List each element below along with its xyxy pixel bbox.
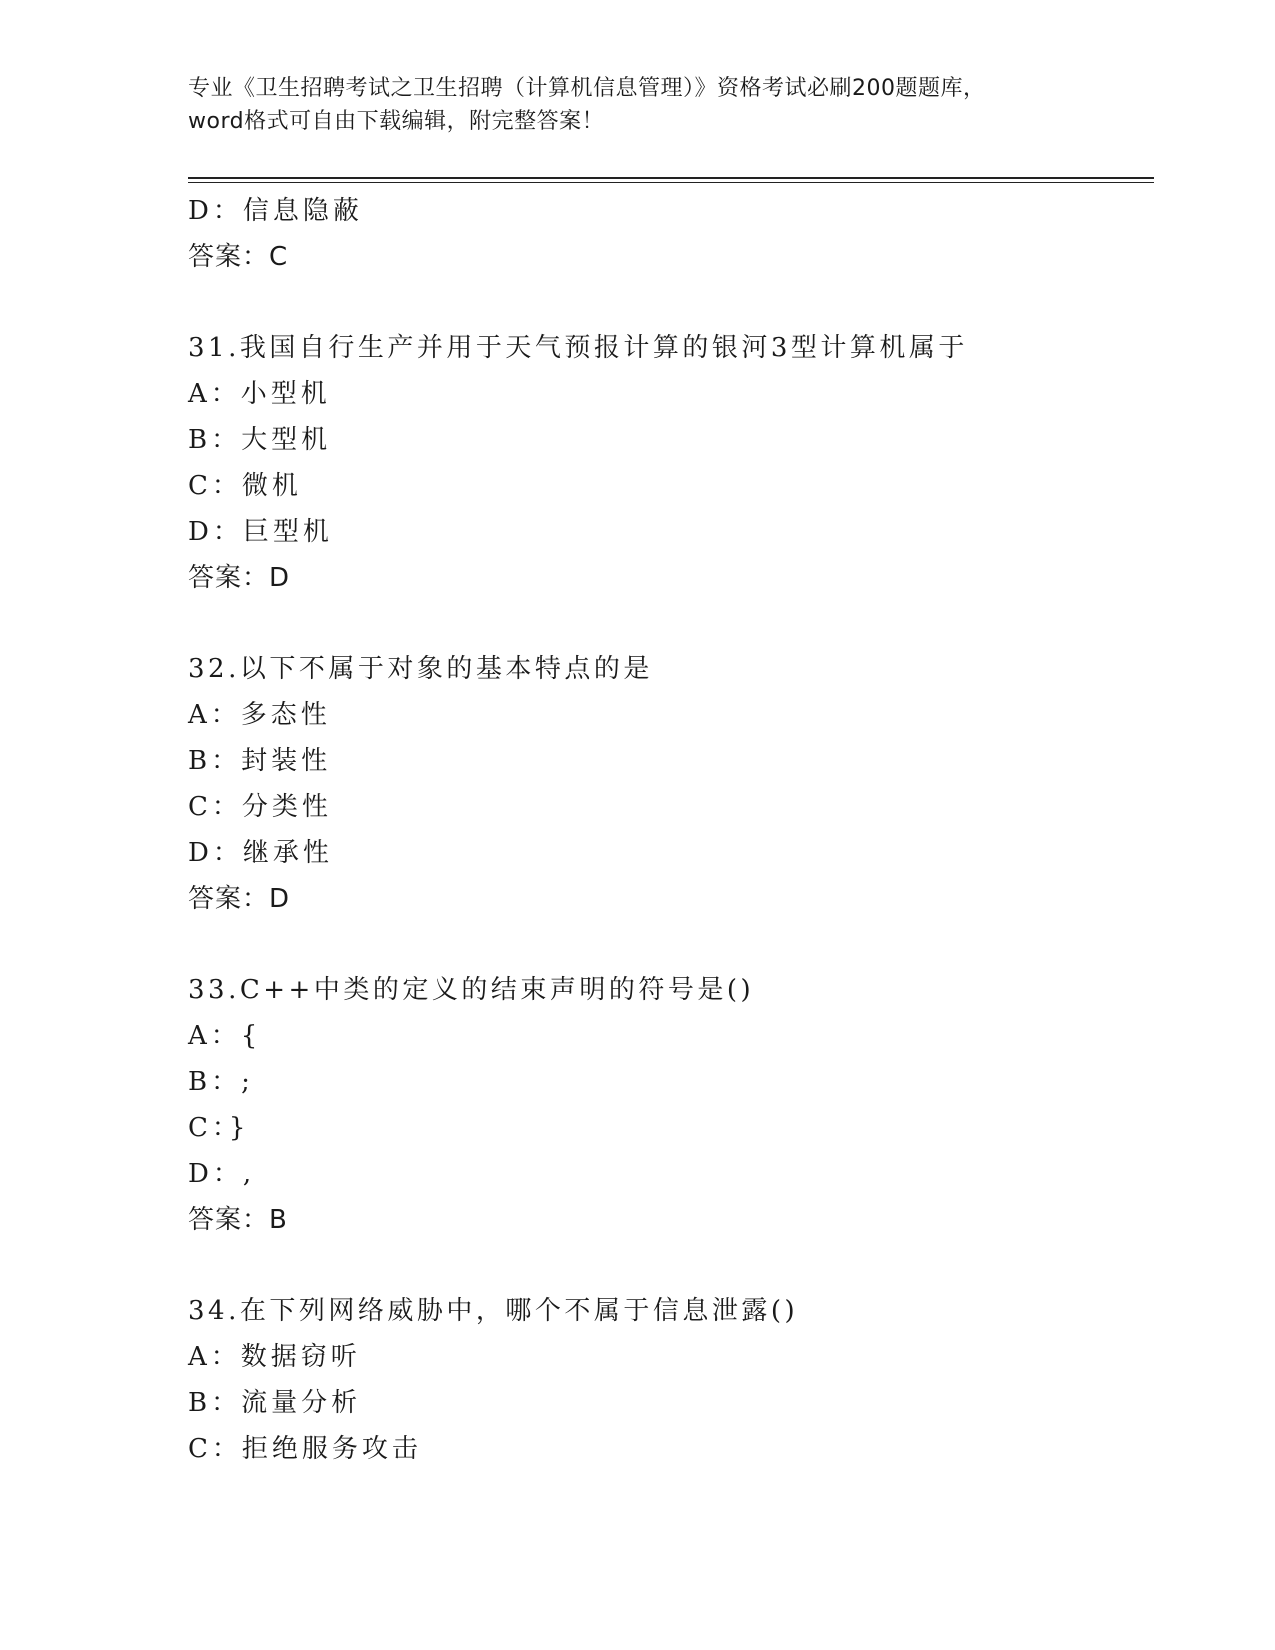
- question-stem: 32.以下不属于对象的基本特点的是: [188, 654, 653, 684]
- question-gap: [188, 1243, 1154, 1288]
- option-b: B：大型机: [188, 425, 332, 455]
- option-a: A：数据窃听: [188, 1342, 361, 1372]
- option-a: A：多态性: [188, 700, 331, 730]
- answer-line: 答案：B: [188, 1205, 288, 1235]
- question-stem: 33.C++中类的定义的结束声明的符号是(): [188, 975, 755, 1005]
- option-a: A：小型机: [188, 379, 331, 409]
- header-line-1: 专业《卫生招聘考试之卫生招聘（计算机信息管理）》资格考试必刷200题题库，: [188, 76, 986, 101]
- option-b: B：封装性: [188, 746, 332, 776]
- question-gap: [188, 922, 1154, 967]
- option-a: A：{: [188, 1021, 262, 1051]
- previous-question-tail: [188, 188, 1154, 280]
- option-b: B：;: [188, 1067, 254, 1097]
- header-rule: [188, 177, 1154, 179]
- option-d: D：继承性: [188, 838, 333, 868]
- question-stem: 31.我国自行生产并用于天气预报计算的银河3型计算机属于: [188, 333, 968, 363]
- option-d: D：信息隐蔽: [188, 196, 363, 226]
- answer-line: 答案：D: [188, 884, 291, 914]
- option-c: C：}: [188, 1113, 250, 1143]
- option-d: D：,: [188, 1159, 256, 1189]
- option-c: C：微机: [188, 471, 302, 501]
- option-b: B：流量分析: [188, 1388, 362, 1418]
- header-rule-thin: [188, 182, 1154, 183]
- page-header: [188, 72, 1088, 138]
- question-stem: 34.在下列网络威胁中，哪个不属于信息泄露(): [188, 1296, 799, 1326]
- option-c: C：拒绝服务攻击: [188, 1434, 422, 1464]
- header-line-2: word格式可自由下载编辑，附完整答案！: [188, 109, 605, 134]
- question-33: [188, 967, 1154, 1243]
- option-c: C：分类性: [188, 792, 332, 822]
- option-d: D：巨型机: [188, 517, 333, 547]
- question-gap: [188, 280, 1154, 325]
- answer-line: 答案：D: [188, 563, 291, 593]
- question-34: [188, 1288, 1154, 1472]
- answer-line: 答案：C: [188, 242, 289, 272]
- question-gap: [188, 601, 1154, 646]
- question-content: [188, 188, 1154, 1472]
- question-31: [188, 325, 1154, 601]
- question-32: [188, 646, 1154, 922]
